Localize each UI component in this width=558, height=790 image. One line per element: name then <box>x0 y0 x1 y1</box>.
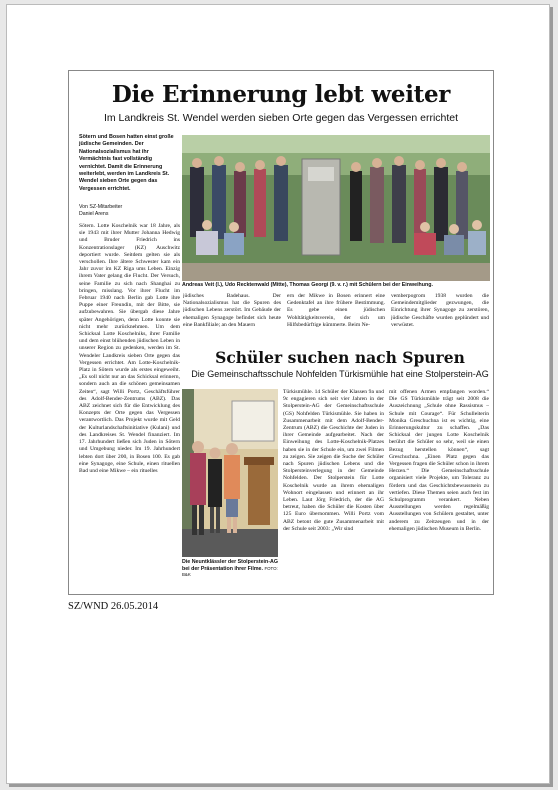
photo2-credit: FOTO: B&K <box>182 565 278 578</box>
photo2-caption <box>182 559 278 579</box>
article-headline: Die Erinnerung lebt weiter <box>111 81 451 108</box>
students-presentation-photo <box>182 389 278 557</box>
section-title: Schüler suchen nach Spuren <box>215 348 465 367</box>
article-column-2: jüdisches Badehaus. Der Nationalsozialismus hat die Spuren des jüdischen Lebens zerstört. Im Gebäude der ehemaligen Synagoge befindet sich heute eine Bankfiliale; an den Mauern <box>183 293 281 328</box>
group-photo-memorial <box>182 135 490 281</box>
photo1-caption: Andreas Veit (l.), Udo Recktenwald (Mitte), Thomas Georgi (9. v. r.) mit Schülern bei der Einweihung. <box>182 282 433 288</box>
section-column-a: Türkismühle. 14 Schüler der Klassen 9a und 9c engagieren sich seit vier Jahren in der Stolperstein-AG der Gemeinschaftsschule (GS) Nohfelden Türkismühle. Sie haben in Zusammenarbeit mit dem Adolf-Bender-Zentrum (ABZ) die Geschichte der Juden in ihrer Gemeinde aufgearbeitet. Nach der Einweihung des Lotte-Koschelnik-Platzes haben sie in der Schule ein, um zwei Filmen zu zeigen. Sie zeigen die Suche der Schüler nach Spuren jüdischen Lebens und die Stolpersteinverlegung in der Gemeinde Nohfelden. Der Stolperstein für Lotte Koschelnik wurde an ihrem ehemaligen Wohnort eingelassen und erinnert an ihr Leben. Laut Jörg Friedrich, der die AG betreut, haben die Schüler die Kosten über 125 Euro übernommen. Willi Portz vom ABZ betont die gute Zusammenarbeit mit der Schule seit 2003: „Wir sind <box>283 389 384 532</box>
article-lead: Sötern und Bosen hatten einst große jüdische Gemeinden. Der Nationalsozialismus hat ihr Vermächtnis fast vollständig vernichtet. Damit die Erinnerung weiterlebt, werden im Landkreis St. Wendel sieben Orte gegen das Vergessen errichtet. <box>79 134 174 192</box>
article-column-1: Sötern. Lotte Koschelnik war 18 Jahre, als sie 1943 mit ihrer Mutter Johanna Hedwig und Bruder Friedrich ins Konzentrationslager (KZ) Auschwitz deportiert wurde. Seitdem gelten sie als verschollen. Ihre ältere Schwester kam ein Jahr zuvor im KZ Riga ums Leben. Einzig ihrem Vater gelang die Flucht. Der Versuch, seine Familie zu sich nach Shanghai zu bringen, misslang. Vor ihrer Flucht im Februar 1940 nach Berlin gab Lotte ihre Puppe einer Freundin, mit der Bitte, sie aufzubewahren. Sie übergab diese Jahre später Angehörigen, denn Lotte konnte sie nicht mehr zurücknehmen. Um dem Schicksal Lotte Koschelniks, ihrer Familie und dem einst blühenden jüdischen Leben in unserer Region zu gedenken, werden im St. Wendeler Landkreis sieben Orte gegen das Vergessen errichtet. Am Lotte-Koschelnik-Platz in Sötern wurde als erstes eingeweiht. „Es soll nicht nur an das Schicksal erinnern, sondern auch an die schönen gemeinsamen Zeiten“, sagt Willi Portz, Geschäftsführer des Adolf-Bender-Zentrums (ABZ). Das ABZ zeichnet sich für die Entwicklung des Konzepts der Orte gegen das Vergessen verantwortlich. Das Projekt wurde mit Geld der Kulturlandschaftsinitiative (Kulani) und des Landkreises St. Wendel finanziert. Im 17. Jahrhundert ließen sich Juden in Sötern und Umgebung nieder. Im 19. Jahrhundert lebten dort über 200, in Bosen 100. Es gab eine Synagoge, eine Schule, einen rituellen Bad und eine Mikwe – ein rituelles <box>79 223 180 474</box>
section-column-b: mit offenen Armen empfangen worden.“ Die GS Türkismühle trägt seit 2008 die Auszeichnung „Schule ohne Rassismus – Schule mit Courage“. Für Schulleiterin Monika Greschuchna ist es wichtig, eine Erinnerungskultur zu schaffen. „Das Schicksal der jungen Lotte Koschelnik berührt die Schüler so sehr, weil sie einen Bezug herstellen können“, sagt Greschuchna. „Einen Platz gegen das Vergessen fragen die Schüler schon in ihrem Herzen.“ Die Gemeinschaftsschule organisiert viele Projekte, um Toleranz zu fördern und das Geschichtsbewusstsein zu vertiefen. Diese Themen seien auch fest im Schulprogramm verankert. Neben Ausstellungen werden regelmäßig Ausstellungen von Schülern gestaltet, unter anderem zu Zeitzeugen und in der ehemaligen jüdischen Museum in Berlin. <box>389 389 489 532</box>
article-byline <box>79 204 179 218</box>
photo2-caption-text: Die Neuntklässler der Stolperstein-AG bei der Präsentation ihrer Filme. <box>182 559 278 572</box>
article-column-3: ern der Mikwe in Bosen erinnert eine Gedenktafel an ihre frühere Bestimmung. Es gebe einen jüdischen Wohltätigkeitsverein, der sich um Hilfsbedürftige kümmerte. Beim Ne- <box>287 293 385 328</box>
byline-author: Daniel Arens <box>79 211 109 217</box>
byline-label: Von SZ-Mitarbeiter <box>79 204 123 210</box>
article-subheadline: Im Landkreis St. Wendel werden sieben Orte gegen das Vergessen errichtet <box>103 112 459 124</box>
article-column-4: vemberpogrom 1938 wurden die Gemeindemitglieder gezwungen, die Einrichtung ihrer Synagoge zu zerstören, jüdische Geschäfte wurden geplündert und verwüstet. <box>391 293 489 328</box>
source-line: SZ/WND 26.05.2014 <box>68 601 159 612</box>
section-subtitle: Die Gemeinschaftsschule Nohfelden Türkismühle hat eine Stolperstein-AG <box>191 369 489 379</box>
newspaper-clipping <box>68 70 494 595</box>
